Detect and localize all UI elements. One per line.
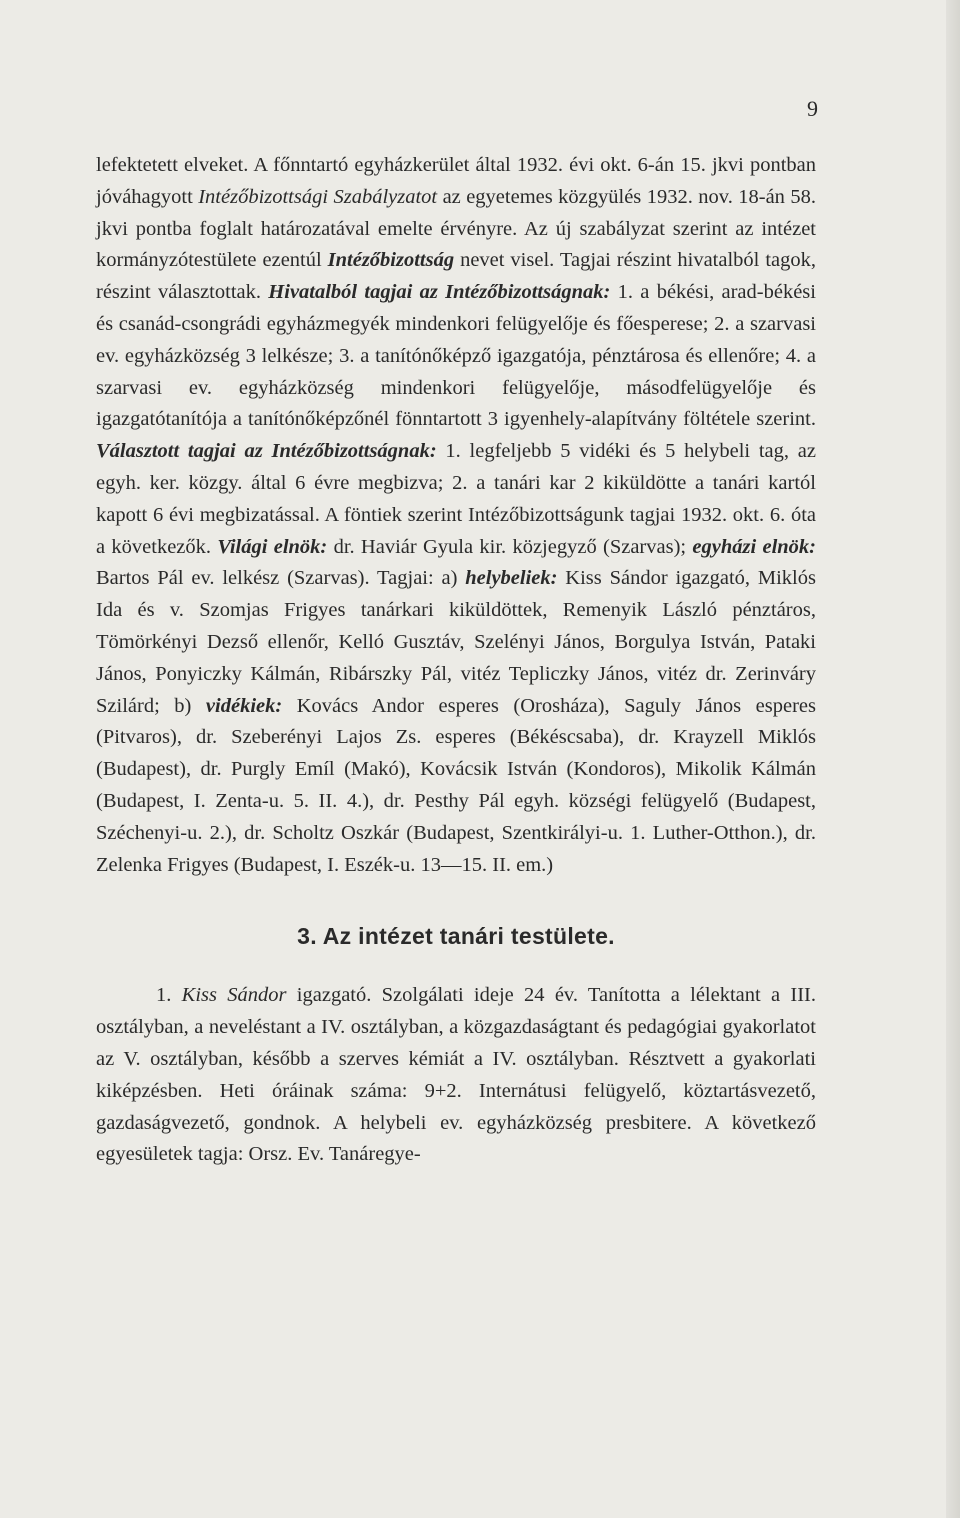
label-rural-members: vidékiek: (205, 694, 283, 717)
page-number: 9 (807, 96, 818, 121)
paragraph-teacher-1: 1. Kiss Sándor igazgató. Szolgálati ideje 24 év. Tanította a lélektant a III. osztályban, a neveléstant a IV. osztályban, a közgazdaságtant és pedagógiai gyakorlatot az V. osztályban, később a szerves kémiát a IV. osztályban. Résztvett a gyakorlati kiképzésben. Heti óráinak száma: 9+2. Internátusi felügyelő, köztartásvezető, gazdaságvezető, gondnok. A helybeli ev. egyházközség presbitere. A következő egyesületek tagja: Orsz. Ev. Tanáregye- (96, 984, 816, 1166)
body-text (96, 150, 816, 1171)
paragraph-intezobizottsag: lefektetett elveket. A főnntartó egyházkerület által 1932. évi okt. 6-án 15. jkvi pontban jóváhagyott Intézőbizottsági Szabályzatot az egyetemes közgyülés 1932. nov. 18-án 58. jkvi pontba foglalt határozatával emelte érvényre. Az új szabályzat szerint az intézet kormányzótestülete ezentúl Intézőbizottság nevet visel. Tagjai részint hivatalból tagok, részint választottak. Hivatalból tagjai az Intézőbizottságnak: 1. a békési, arad-békési és csanád-csongrádi egyházmegyék mindenkori felügyelője és főesperese; 2. a szarvasi ev. egyházközség 3 lelkésze; 3. a tanítónőképző igazgatója, pénztárosa és ellenőre; 4. a szarvasi ev. egyházközség mindenkori felügyelője, másodfelügyelője és igazgatótanítója a tanítónőképzőnél fönntartott 3 igyenhely-alapítvány föltétele szerint. Választott tagjai az Intézőbizottságnak: 1. legfeljebb 5 vidéki és 5 helybeli tag, az egyh. ker. közgy. által 6 évre megbizva; 2. a tanári kar 2 kiküldötte a tanári kartól kapott 6 évi megbizatással. A föntiek szerint Intézőbizottságunk tagjai 1932. okt. 6. óta a következők. Világi elnök: dr. Haviár Gyula kir. közjegyző (Szarvas); egyházi elnök: Bartos Pál ev. lelkész (Szarvas). Tagjai: a) helybeliek: Kiss Sándor igazgató, Miklós Ida és v. Szomjas Frigyes tanárkari kiküldöttek, Remenyik László pénztáros, Tömörkényi Dezső ellenőr, Kelló Gusztáv, Szelényi János, Borgulya István, Pataki János, Ponyiczky Kálmán, Ribárszky Pál, vitéz Tepliczky János, vitéz dr. Zerinváry Szilárd; b) vidékiek: Kovács Andor esperes (Orosháza), Saguly János esperes (Pitvaros), dr. Szeberényi Lajos Zs. esperes (Békéscsaba), dr. Krayzell Miklós (Budapest), dr. Purgly Emíl (Makó), Kovácsik István (Kondoros), Mikolik Kálmán (Budapest, I. Zenta-u. 5. II. 4.), dr. Pesthy Pál egyh. községi felügyelő (Budapest, Széchenyi-u. 2.), dr. Scholtz Oszkár (Budapest, Szentkirályi-u. 1. Luther-Otthon.), dr. Zelenka Frigyes (Budapest, I. Eszék-u. 13—15. II. em.) (96, 154, 817, 876)
label-lay-president: Világi elnök: (217, 535, 328, 558)
teacher-name: Kiss Sándor (181, 984, 287, 1007)
subheading-ex-officio-members: Hivatalból tagjai az Intézőbizottságnak: (268, 281, 611, 304)
label-local-members: helybeliek: (465, 567, 558, 590)
page-edge-shadow (946, 0, 960, 1518)
label-church-president: egyházi elnök: (692, 535, 816, 558)
subheading-elected-members: Választott tagjai az Intézőbizottságnak: (96, 440, 437, 463)
section-heading: 3. Az intézet tanári testülete. (297, 923, 615, 950)
italic-term: Intézőbizottsági Szabályzatot (198, 185, 438, 208)
bold-italic-term: Intézőbizottság (327, 249, 455, 272)
